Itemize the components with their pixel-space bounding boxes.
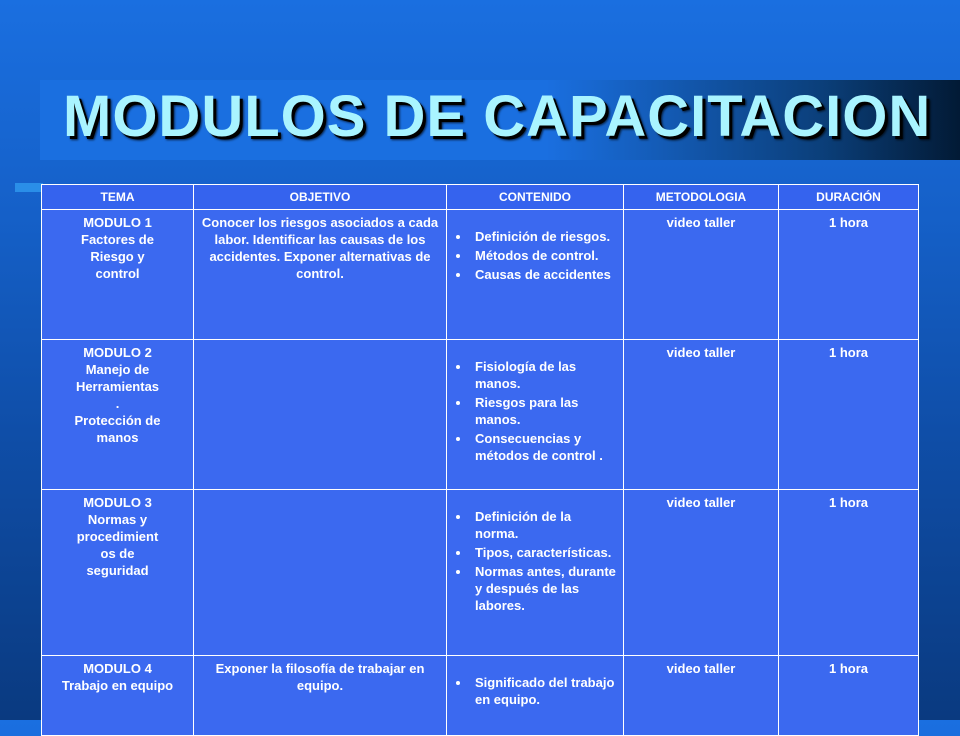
tema-text: MODULO 3 Normas y procedimient os de seguridad [76, 495, 159, 578]
contenido-list [453, 508, 617, 614]
list-item: • Tipos, características. [471, 544, 617, 561]
list-item: • Métodos de control. [471, 247, 617, 264]
objetivo-cell [194, 340, 447, 490]
contenido-cell [447, 490, 624, 656]
header-objetivo: OBJETIVO [194, 185, 447, 210]
duracion-cell: 1 hora [779, 340, 919, 490]
metodologia-cell: video taller [624, 340, 779, 490]
list-item: • Definición de la norma. [471, 508, 617, 542]
list-item: • Normas antes, durante y después de las labores. [471, 563, 617, 614]
tema-cell [42, 340, 194, 490]
contenido-cell [447, 340, 624, 490]
modules-table [41, 184, 919, 736]
contenido-cell [447, 210, 624, 340]
contenido-cell [447, 656, 624, 736]
duracion-cell: 1 hora [779, 490, 919, 656]
tema-text: MODULO 4 Trabajo en equipo [61, 661, 174, 693]
header-duracion: DURACIÓN [779, 185, 919, 210]
header-contenido: CONTENIDO [447, 185, 624, 210]
contenido-list [453, 228, 617, 283]
tema-cell [42, 490, 194, 656]
duracion-cell: 1 hora [779, 210, 919, 340]
list-item: • Significado del trabajo en equipo. [471, 674, 617, 708]
table-row [42, 340, 919, 490]
table-row [42, 656, 919, 736]
contenido-list [453, 358, 617, 464]
duracion-cell: 1 hora [779, 656, 919, 736]
list-item: • Fisiología de las manos. [471, 358, 617, 392]
table-row [42, 210, 919, 340]
metodologia-cell: video taller [624, 656, 779, 736]
metodologia-cell: video taller [624, 490, 779, 656]
contenido-list [453, 674, 617, 708]
table-header-row [42, 185, 919, 210]
list-item: • Causas de accidentes [471, 266, 617, 283]
tema-cell [42, 210, 194, 340]
header-metodologia: METODOLOGIA [624, 185, 779, 210]
tema-text: MODULO 1 Factores de Riesgo y control [81, 215, 154, 281]
tema-text: MODULO 2 Manejo de Herramientas . Protección de manos [74, 345, 161, 445]
objetivo-cell: Exponer la filosofía de trabajar en equipo. [194, 656, 447, 736]
objetivo-cell [194, 210, 447, 340]
tema-cell [42, 656, 194, 736]
table-row [42, 490, 919, 656]
list-item: • Definición de riesgos. [471, 228, 617, 245]
objetivo-cell [194, 490, 447, 656]
list-item: • Consecuencias y métodos de control . [471, 430, 617, 464]
accent-bar [15, 183, 43, 192]
metodologia-cell: video taller [624, 210, 779, 340]
slide-title: MODULOS DE CAPACITACION [63, 84, 932, 149]
list-item: • Riesgos para las manos. [471, 394, 617, 428]
header-tema: TEMA [42, 185, 194, 210]
objetivo-text: Conocer los riesgos asociados a cada labor. Identificar las causas de los accidentes. Exponer alternativas de control. [201, 215, 439, 281]
